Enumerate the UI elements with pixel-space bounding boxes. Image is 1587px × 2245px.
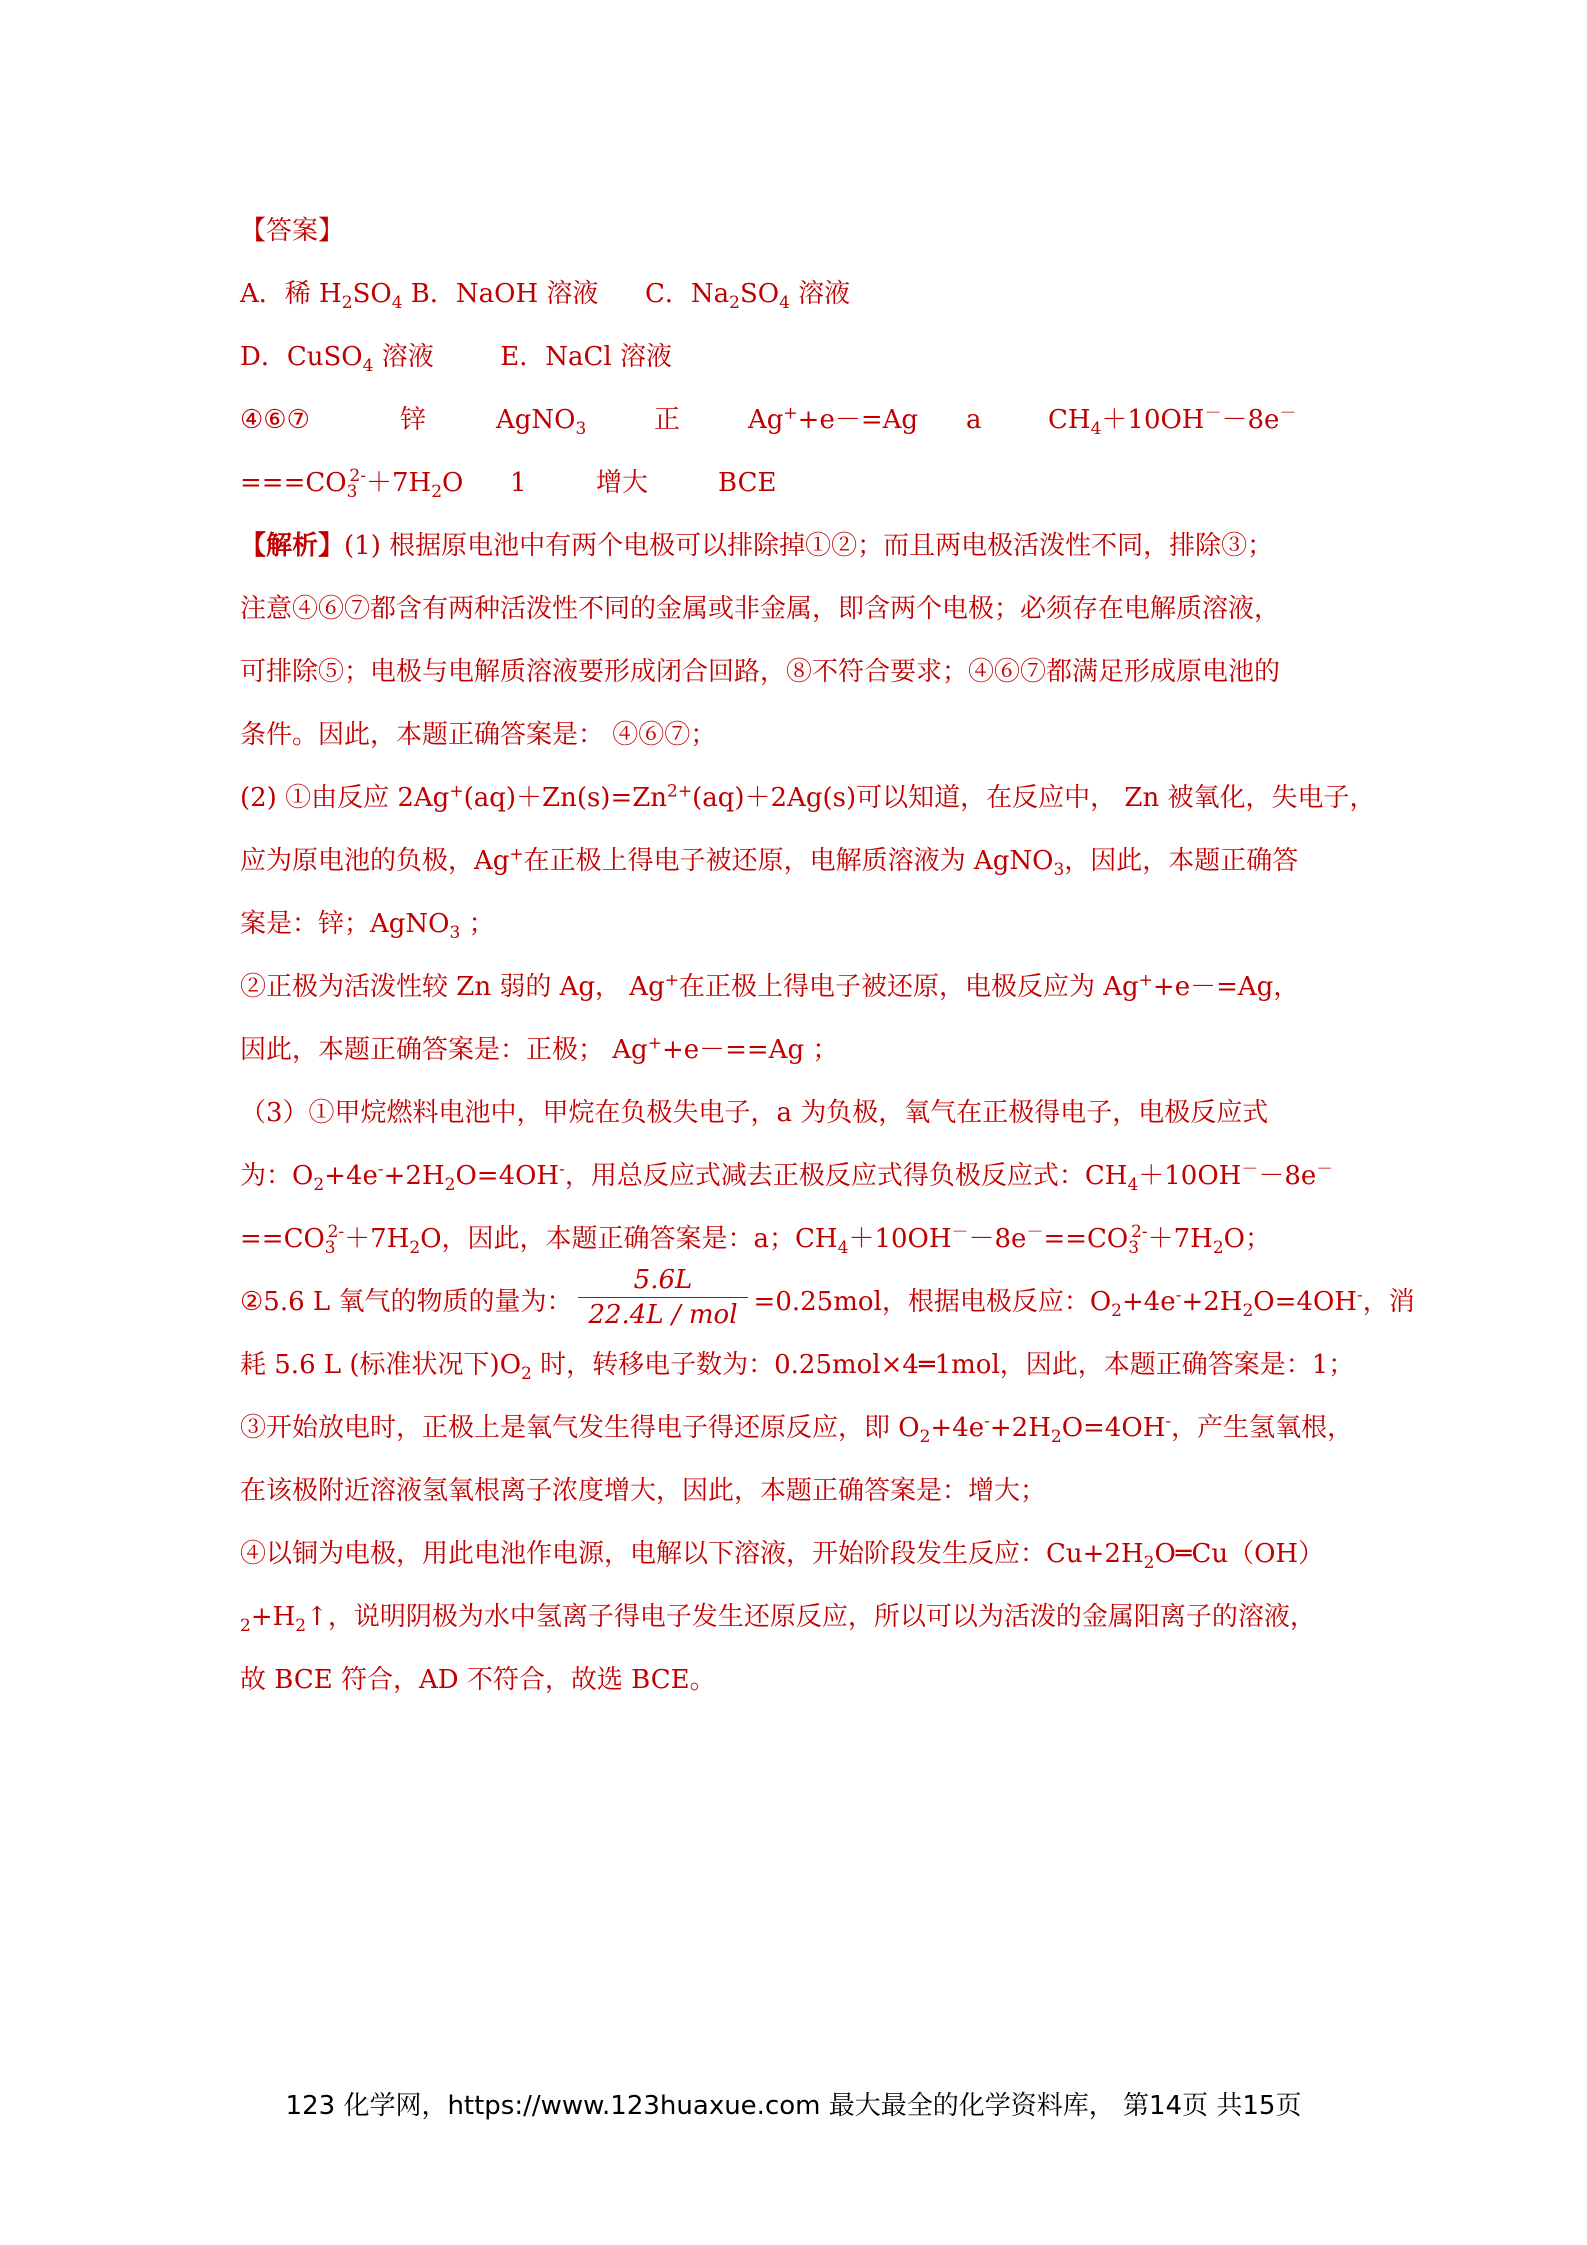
sup: 2- bbox=[327, 1222, 345, 1243]
analysis-p9 bbox=[240, 1019, 1350, 1082]
answer-blank-2: 锌 bbox=[400, 405, 427, 435]
analysis-text: ，产生氢氧根， bbox=[1171, 1413, 1354, 1443]
analysis-p4 bbox=[240, 704, 1350, 767]
analysis-p6 bbox=[240, 830, 1350, 893]
analysis-p1 bbox=[240, 515, 1350, 578]
sub: 2 bbox=[521, 1364, 532, 1385]
sub: 2 bbox=[1050, 1427, 1062, 1448]
analysis-text: +2H bbox=[383, 1161, 445, 1191]
analysis-text: +2H bbox=[989, 1413, 1051, 1443]
sub: 2 bbox=[1212, 1238, 1224, 1259]
answer-blank-6: a bbox=[966, 405, 982, 435]
analysis-text: (aq)＋2Ag(s)可以知道，在反应中， Zn 被氧化，失电子， bbox=[692, 783, 1376, 813]
analysis-text: 注意④⑥⑦都含有两种活泼性不同的金属或非金属，即含两个电极；必须存在电解质溶液， bbox=[240, 594, 1281, 624]
chem: CH bbox=[1048, 405, 1091, 435]
analysis-text: +4e bbox=[324, 1161, 378, 1191]
sub: 2 bbox=[409, 1238, 421, 1259]
analysis-p11 bbox=[240, 1145, 1350, 1208]
analysis-p2 bbox=[240, 578, 1350, 641]
analysis-text: O=4OH bbox=[455, 1161, 560, 1191]
sub: 2 bbox=[444, 1175, 456, 1196]
page-content bbox=[240, 200, 1415, 1712]
analysis-text: ，因此，本题正确答 bbox=[1064, 846, 1299, 876]
analysis-text: 故 BCE 符合，AD 不符合，故选 BCE。 bbox=[240, 1665, 716, 1695]
sup: － bbox=[951, 1222, 969, 1243]
answer-line-2 bbox=[240, 326, 1350, 389]
sub: 2 bbox=[431, 482, 443, 503]
option-b: B．NaOH 溶液 bbox=[402, 279, 599, 309]
sup: － bbox=[1279, 403, 1297, 424]
analysis-text: ↑，说明阴极为水中氢离子得电子发生还原反应，所以可以为活泼的金属阳离子的溶液， bbox=[306, 1602, 1316, 1632]
option-c: C．Na bbox=[644, 279, 730, 309]
analysis-text: 因此，本题正确答案是：正极； Ag bbox=[240, 1035, 648, 1065]
analysis-text: =0.25mol，根据电极反应：O bbox=[753, 1287, 1112, 1317]
sub: 2 bbox=[729, 293, 740, 314]
answer-blank-9: 增大 bbox=[596, 468, 649, 498]
answer-blank-7 bbox=[1048, 389, 1296, 452]
sup: + bbox=[664, 970, 679, 991]
sub: 2 bbox=[313, 1175, 325, 1196]
analysis-text: －8e bbox=[1258, 1161, 1317, 1191]
analysis-text: 案是：锌；AgNO bbox=[240, 909, 450, 939]
sub: 2 bbox=[1111, 1301, 1122, 1322]
chem: －8e bbox=[1221, 405, 1280, 435]
sub: 3 bbox=[346, 482, 358, 503]
analysis-text: +4e bbox=[930, 1413, 985, 1443]
chem: ＋7H bbox=[365, 468, 432, 498]
answer-blank-4: 正 bbox=[654, 405, 681, 435]
analysis-p16 bbox=[240, 1460, 1350, 1523]
fraction-numerator: 5.6L bbox=[578, 1263, 747, 1298]
sub: 4 bbox=[1090, 419, 1102, 440]
fraction-denominator: 22.4L / mol bbox=[588, 1299, 738, 1330]
analysis-p14 bbox=[240, 1334, 1355, 1397]
chem: Ag bbox=[748, 405, 784, 435]
sup: + bbox=[647, 1033, 662, 1054]
analysis-p5 bbox=[240, 767, 1376, 830]
sub: 2 bbox=[1242, 1301, 1254, 1322]
chem: AgNO bbox=[496, 405, 576, 435]
sub: 2 bbox=[341, 293, 353, 314]
analysis-text: +e－=Ag， bbox=[1152, 972, 1300, 1002]
analysis-p12 bbox=[240, 1208, 1350, 1271]
chem: H bbox=[319, 279, 342, 309]
sup: － bbox=[1316, 1159, 1334, 1180]
sub: 2 bbox=[240, 1616, 251, 1637]
option-d: D．CuSO bbox=[240, 342, 363, 372]
analysis-text: 应为原电池的负极，Ag bbox=[240, 846, 510, 876]
answer-line-3 bbox=[240, 389, 1350, 452]
answer-blank-3 bbox=[496, 389, 654, 452]
analysis-p10 bbox=[240, 1082, 1350, 1145]
chem: ＋10OH bbox=[1101, 405, 1205, 435]
sup: + bbox=[1138, 970, 1153, 991]
analysis-text: 为：O bbox=[240, 1161, 314, 1191]
analysis-p18 bbox=[240, 1586, 1350, 1649]
analysis-text: ，用总反应式减去正极反应式得负极反应式：CH bbox=[564, 1161, 1128, 1191]
analysis-text: +e－==Ag ； bbox=[661, 1035, 839, 1065]
analysis-text: O=4OH bbox=[1253, 1287, 1357, 1317]
analysis-text: ==CO bbox=[240, 1224, 325, 1254]
analysis-text: 条件。因此，本题正确答案是： ④⑥⑦； bbox=[240, 720, 717, 750]
sub: 4 bbox=[779, 293, 790, 314]
sub: 4 bbox=[1127, 1175, 1139, 1196]
sup: - bbox=[1356, 1285, 1363, 1306]
sup: － bbox=[1204, 403, 1222, 424]
page-footer bbox=[0, 2085, 1587, 2122]
analysis-text: +4e bbox=[1121, 1287, 1176, 1317]
footer-text: 123 化学网，https://www.123huaxue.com 最大最全的化学资料库， 第14页 共15页 bbox=[285, 2091, 1302, 2121]
analysis-text: ＋7H bbox=[1147, 1224, 1213, 1254]
analysis-text: O； bbox=[1223, 1224, 1271, 1254]
analysis-heading: 【解析】 bbox=[240, 531, 345, 561]
sup: - bbox=[559, 1159, 565, 1180]
answer-blank-1: ④⑥⑦ bbox=[240, 405, 310, 435]
sub: 4 bbox=[837, 1238, 849, 1259]
chem: SO bbox=[352, 279, 392, 309]
analysis-text: ==CO bbox=[1043, 1224, 1129, 1254]
analysis-text: +H bbox=[250, 1602, 296, 1632]
analysis-text: 在正极上得电子被还原，电极反应为 Ag bbox=[678, 972, 1139, 1002]
analysis-text: +2H bbox=[1181, 1287, 1243, 1317]
analysis-text: （3）①甲烷燃料电池中，甲烷在负极失电子，a 为负极，氧气在正极得电子，电极反应式 bbox=[240, 1098, 1269, 1128]
sub: 2 bbox=[295, 1616, 307, 1637]
analysis-text: ＋10OH bbox=[848, 1224, 952, 1254]
analysis-text: (aq)＋Zn(s)=Zn bbox=[463, 783, 668, 813]
answer-blank-5 bbox=[748, 389, 966, 452]
analysis-p13 bbox=[240, 1264, 1415, 1334]
analysis-text: 耗 5.6 L (标准状况下)O bbox=[240, 1350, 522, 1380]
analysis-text: ③开始放电时，正极上是氧气发生得电子得还原反应，即 O bbox=[240, 1413, 920, 1443]
sup: - bbox=[1165, 1411, 1172, 1432]
answer-heading-text: 【答案】 bbox=[240, 216, 345, 246]
analysis-p8 bbox=[240, 956, 1350, 1019]
analysis-text: ＋10OH bbox=[1138, 1161, 1242, 1191]
sup: 2+ bbox=[667, 781, 693, 802]
analysis-p7 bbox=[240, 893, 1350, 956]
answer-blank-8: 1 bbox=[510, 468, 527, 498]
answer-line-1 bbox=[240, 263, 1350, 326]
chem: SO bbox=[739, 279, 780, 309]
analysis-text: ； bbox=[460, 909, 495, 939]
analysis-p3 bbox=[240, 641, 1350, 704]
analysis-text: 可排除⑤；电极与电解质溶液要形成闭合回路，⑧不符合要求；④⑥⑦都满足形成原电池的 bbox=[240, 657, 1281, 687]
analysis-text: O═Cu（OH） bbox=[1154, 1539, 1325, 1569]
sub: 3 bbox=[324, 1238, 336, 1259]
sup: － bbox=[1241, 1159, 1259, 1180]
analysis-text: O，因此，本题正确答案是：a；CH bbox=[420, 1224, 838, 1254]
sup: - bbox=[984, 1411, 990, 1432]
sub: 2 bbox=[1143, 1553, 1155, 1574]
sup: + bbox=[509, 844, 524, 865]
analysis-text: －8e bbox=[968, 1224, 1027, 1254]
analysis-text: ②正极为活泼性较 Zn 弱的 Ag， Ag bbox=[240, 972, 665, 1002]
sup: － bbox=[1026, 1222, 1044, 1243]
chem: O bbox=[442, 468, 464, 498]
analysis-text: ④以铜为电极，用此电池作电源，电解以下溶液，开始阶段发生反应：Cu+2H bbox=[240, 1539, 1144, 1569]
chem: 溶液 bbox=[381, 342, 434, 372]
sup: + bbox=[783, 403, 798, 424]
sup: 2- bbox=[1131, 1222, 1148, 1243]
sup: - bbox=[1175, 1285, 1182, 1306]
fraction bbox=[578, 1263, 747, 1332]
analysis-p17 bbox=[240, 1523, 1350, 1586]
analysis-text: 在该极附近溶液氢氧根离子浓度增大，因此，本题正确答案是：增大； bbox=[240, 1476, 1047, 1506]
analysis-p19 bbox=[240, 1649, 1350, 1712]
sub: 2 bbox=[919, 1427, 931, 1448]
analysis-text: ，消 bbox=[1362, 1287, 1415, 1317]
sup: 2- bbox=[349, 466, 366, 487]
analysis-text: ②5.6 L 氧气的物质的量为： bbox=[240, 1287, 573, 1317]
option-a: A．稀 bbox=[240, 279, 311, 309]
sup: - bbox=[377, 1159, 384, 1180]
answer-line-4 bbox=[240, 452, 1350, 515]
chem: 溶液 bbox=[798, 279, 851, 309]
sub: 3 bbox=[1128, 1238, 1140, 1259]
chem: +e－=Ag bbox=[797, 405, 919, 435]
option-e: E．NaCl 溶液 bbox=[500, 342, 672, 372]
chem: ===CO bbox=[240, 468, 347, 498]
analysis-text: O=4OH bbox=[1061, 1413, 1166, 1443]
sub: 3 bbox=[449, 923, 461, 944]
sub: 4 bbox=[362, 356, 374, 377]
sub: 3 bbox=[1053, 860, 1065, 881]
analysis-text: (1) 根据原电池中有两个电极可以排除掉①②；而且两电极活泼性不同，排除③； bbox=[344, 531, 1274, 561]
sub: 3 bbox=[575, 419, 587, 440]
answer-blank-10: BCE bbox=[718, 468, 777, 498]
sub: 4 bbox=[391, 293, 403, 314]
analysis-text: (2) ①由反应 2Ag bbox=[240, 783, 450, 813]
sup: + bbox=[449, 781, 464, 802]
analysis-text: ＋7H bbox=[344, 1224, 410, 1254]
answer-heading bbox=[240, 200, 1350, 263]
analysis-p15 bbox=[240, 1397, 1354, 1460]
analysis-text: 时，转移电子数为：0.25mol×4═1mol，因此，本题正确答案是：1； bbox=[531, 1350, 1355, 1380]
analysis-text: 在正极上得电子被还原，电解质溶液为 AgNO bbox=[523, 846, 1054, 876]
answer-blank-7-cont bbox=[240, 452, 510, 515]
